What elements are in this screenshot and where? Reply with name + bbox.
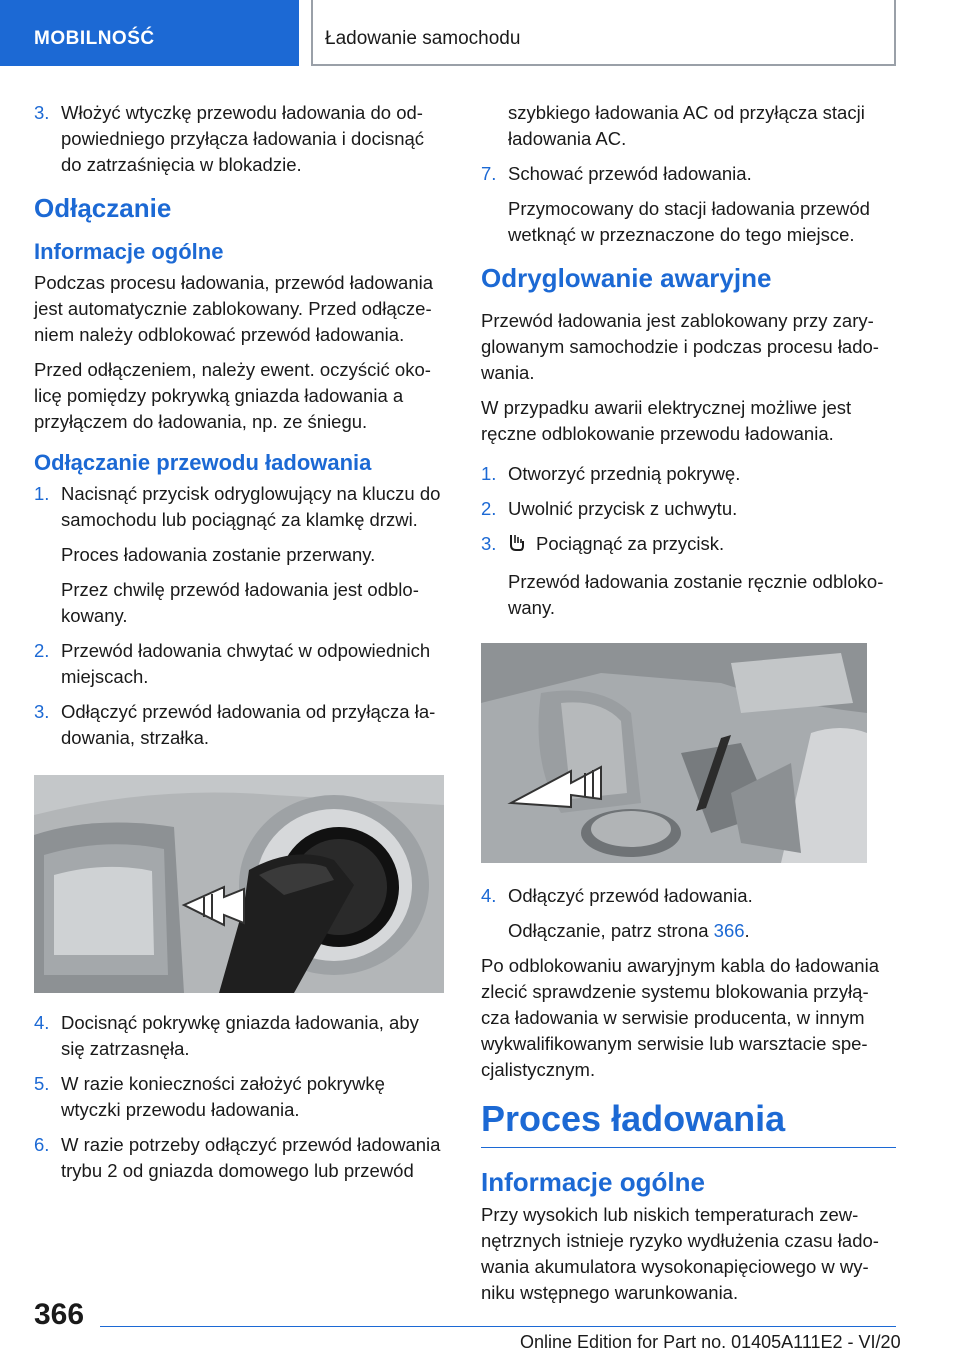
- step-note: Przewód ładowania zostanie ręcznie odbloko-wany.: [508, 571, 884, 618]
- paragraph: Przed odłączeniem, należy ewent. oczyścić oko-licę pomiędzy pokrywką gniazda ładowania a przyłączem do ładowania, np. ze śniegu.: [34, 359, 431, 432]
- step-number: 1.: [34, 483, 50, 504]
- page-number: 366: [34, 1298, 85, 1331]
- list-item: [34, 481, 444, 533]
- footer-divider: [100, 1326, 896, 1327]
- list-item: [481, 161, 896, 187]
- step-continuation: szybkiego ładowania AC od przyłącza stacji ładowania AC.: [508, 102, 865, 149]
- section-tab: [0, 0, 299, 66]
- step-number: 3.: [34, 701, 50, 722]
- step-text: Nacisnąć przycisk odryglowujący na kluczu do samochodu lub pociągnąć za klamkę drzwi.: [61, 483, 441, 530]
- list-item: [34, 100, 444, 178]
- chapter-header: [311, 0, 896, 66]
- front-compartment-illustration: [481, 643, 867, 863]
- paragraph: W przypadku awarii elektrycznej możliwe jest ręczne odblokowanie przewodu ładowania.: [481, 397, 852, 444]
- edition-info: Online Edition for Part no. 01405A111E2 - VI/20: [520, 1332, 901, 1352]
- charging-plug-illustration: [34, 775, 444, 993]
- step-note: [481, 918, 896, 944]
- paragraph: Przewód ładowania jest zablokowany przy zary-glowanym samochodzie i podczas procesu łado-wania.: [481, 310, 879, 383]
- heading-emergency-unlock: Odryglowanie awaryjne: [481, 263, 772, 293]
- step-text: Schować przewód ładowania.: [508, 163, 752, 184]
- step-text: Odłączyć przewód ładowania od przyłącza ła-dowania, strzałka.: [61, 701, 436, 748]
- step-text: W razie konieczności założyć pokrywkę wtyczki przewodu ładowania.: [61, 1073, 385, 1120]
- list-item: [34, 638, 444, 690]
- step-number: 3.: [34, 102, 50, 123]
- xref-suffix: .: [744, 920, 750, 941]
- heading-charging-process: Proces ładowania: [481, 1097, 896, 1148]
- step-text: Otworzyć przednią pokrywę.: [508, 463, 741, 484]
- step-text: Włożyć wtyczkę przewodu ładowania do od-powiedniego przyłącza ładowania i docisnąć do zatrzaśnięcia w blokadzie.: [61, 102, 425, 175]
- step-text: Pociągnąć za przycisk.: [536, 533, 725, 554]
- right-column: [481, 100, 896, 1315]
- step-text: Uwolnić przycisk z uchwytu.: [508, 498, 738, 519]
- step-number: 6.: [34, 1134, 50, 1155]
- paragraph: Po odblokowaniu awaryjnym kabla do ładowania zlecić sprawdzenie systemu blokowania przyłą-cza ładowania w serwisie producenta, w innym wykwalifikowanym serwisie lub warsztacie spe-cjalistycznym.: [481, 955, 879, 1080]
- step-note: Przez chwilę przewód ładowania jest odblo-kowany.: [61, 579, 419, 626]
- list-item: [34, 1010, 444, 1062]
- step-note: Proces ładowania zostanie przerwany.: [61, 544, 376, 565]
- paragraph: Przy wysokich lub niskich temperaturach zew-nętrznych istnieje ryzyko wydłużenia czasu łado-wania akumulatora wysokonapięciowego w wy-niku wstępnego warunkowania.: [481, 1204, 879, 1303]
- paragraph: Podczas procesu ładowania, przewód ładowania jest automatycznie zablokowany. Przed odłącze-niem należy odblokować przewód ładowania.: [34, 272, 434, 345]
- list-item: [34, 699, 444, 751]
- xref-prefix: Odłączanie, patrz strona: [508, 920, 714, 941]
- heading-disconnect: Odłączanie: [34, 193, 172, 223]
- section-title: MOBILNOŚĆ: [34, 28, 155, 49]
- list-item: [481, 883, 896, 909]
- charging-plug-image: [34, 775, 444, 993]
- chapter-title: Ładowanie samochodu: [325, 28, 521, 49]
- step-number: 1.: [481, 463, 497, 484]
- emergency-release-image: [481, 643, 867, 863]
- step-text: W razie potrzeby odłączyć przewód ładowania trybu 2 od gniazda domowego lub przewód: [61, 1134, 441, 1181]
- step-number: 5.: [34, 1073, 50, 1094]
- step-number: 3.: [481, 533, 497, 554]
- left-column: [34, 100, 444, 1193]
- list-item: [481, 461, 896, 487]
- step-number: 2.: [34, 640, 50, 661]
- step-text: Odłączyć przewód ładowania.: [508, 885, 753, 906]
- step-number: 4.: [481, 885, 497, 906]
- heading-general-info: Informacje ogólne: [34, 239, 224, 264]
- list-item: [481, 531, 896, 560]
- step-number: 4.: [34, 1012, 50, 1033]
- list-item: [34, 1132, 444, 1184]
- hand-pull-icon: [508, 533, 526, 560]
- step-note: Przymocowany do stacji ładowania przewód wetknąć w przeznaczone do tego miejsce.: [508, 198, 870, 245]
- step-text: Docisnąć pokrywkę gniazda ładowania, aby się zatrzasnęła.: [61, 1012, 419, 1059]
- list-item: [481, 496, 896, 522]
- step-number: 2.: [481, 498, 497, 519]
- step-number: 7.: [481, 163, 497, 184]
- list-item: [34, 1071, 444, 1123]
- page-reference-link[interactable]: 366: [713, 920, 745, 941]
- step-text: Przewód ładowania chwytać w odpowiednich miejscach.: [61, 640, 431, 687]
- heading-disconnect-cable: Odłączanie przewodu ładowania: [34, 450, 372, 475]
- heading-general-info-2: Informacje ogólne: [481, 1167, 705, 1197]
